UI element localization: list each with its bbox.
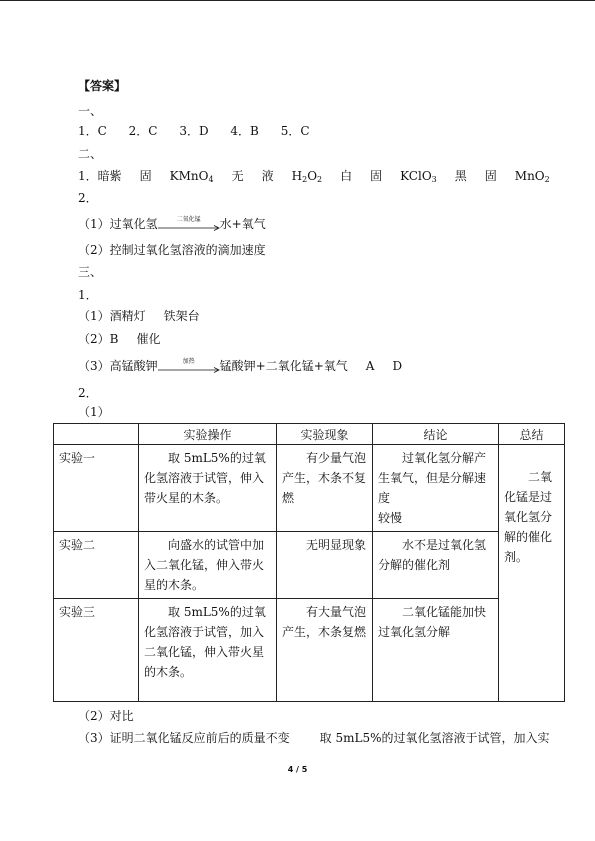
q31-number: 1． xyxy=(78,288,98,302)
q31-a2 xyxy=(78,331,160,347)
answer-text: 取 5mL5%的过氧化氢溶液于试管，加入实 xyxy=(319,731,550,745)
fill-item: 黑 xyxy=(454,169,467,183)
after-p2: （2）对比 xyxy=(78,709,134,723)
arrow-icon xyxy=(158,225,220,231)
experiment-observation: 无明显现象 xyxy=(277,532,373,599)
experiment-table xyxy=(53,423,565,702)
reaction-arrow xyxy=(158,217,220,233)
section-one: 一、 xyxy=(78,104,103,118)
subscript: 3 xyxy=(431,175,437,184)
fill-item: 暗紫 xyxy=(97,169,122,183)
top-rule xyxy=(0,0,595,1)
answer-text: （2）B xyxy=(78,332,119,346)
table-header: 结论 xyxy=(373,424,499,445)
item-number: 1． xyxy=(78,169,98,183)
arrow-condition: 加热 xyxy=(182,357,195,365)
answer-text: （3）证明二氧化锰反应前后的质量不变 xyxy=(78,731,290,745)
experiment-conclusion: 水不是过氧化氢分解的催化剂 xyxy=(373,532,499,599)
experiment-operation: 向盛水的试管中加入二氧化锰，伸入带火星的木条。 xyxy=(139,532,277,599)
fill-item: 无 xyxy=(231,169,244,183)
fill-item: MnO xyxy=(514,169,545,183)
fill-item: KMnO xyxy=(169,169,209,183)
experiment-conclusion: 二氧化锰能加快过氧化氢分解 xyxy=(373,599,499,702)
conclusion-text: 过氧化氢分解产生氧气，但是分解速度 xyxy=(378,451,487,505)
table-header xyxy=(54,424,139,445)
products: 水+氧气 xyxy=(219,217,266,231)
table-header: 实验操作 xyxy=(139,424,277,445)
experiment-summary xyxy=(499,445,565,702)
experiment-name: 实验一 xyxy=(54,445,139,532)
experiment-operation: 取 5mL5%的过氧化氢溶液于试管，伸入带火星的木条。 xyxy=(139,445,277,532)
experiment-conclusion xyxy=(373,445,499,532)
answer-text: 铁架台 xyxy=(163,309,200,323)
equation-1 xyxy=(78,216,266,233)
answer-text: A xyxy=(365,359,375,373)
subscript: 2 xyxy=(544,175,550,184)
subscript: 2 xyxy=(302,175,308,184)
arrow-condition: 二氧化锰 xyxy=(176,215,201,223)
experiment-name: 实验三 xyxy=(54,599,139,702)
fill-item: 固 xyxy=(370,169,383,183)
section-two: 二、 xyxy=(78,147,103,161)
q2-part2: （2）控制过氧化氢溶液的滴加速度 xyxy=(78,243,266,257)
page-number: 4 / 5 xyxy=(287,765,308,774)
conclusion-text: 较慢 xyxy=(378,511,403,525)
reactant: （1）过氧化氢 xyxy=(78,217,158,231)
subscript: 2 xyxy=(317,175,323,184)
fill-answers xyxy=(78,168,550,188)
products: 锰酸钾+二氧化锰+氧气 xyxy=(219,359,348,373)
experiment-operation: 取 5mL5%的过氧化氢溶液于试管，加入二氧化锰，伸入带火星的木条。 xyxy=(139,599,277,702)
experiment-observation: 有少量气泡产生，木条不复燃 xyxy=(277,445,373,532)
table-row xyxy=(54,599,565,702)
answer-text: D xyxy=(392,359,403,373)
table-row xyxy=(54,445,565,532)
summary-text: 二氧化锰是过氧化氢分解的催化剂。 xyxy=(504,470,553,564)
experiment-observation: 有大量气泡产生，木条复燃 xyxy=(277,599,373,702)
fill-item: H xyxy=(291,169,303,183)
mc-answer: 5．C xyxy=(280,124,310,138)
mc-answer: 1．C xyxy=(78,124,107,138)
table-header: 实验现象 xyxy=(277,424,373,445)
mc-answer: 3．D xyxy=(179,124,209,138)
subscript: 4 xyxy=(208,175,214,184)
arrow-icon xyxy=(158,367,220,373)
q32-sub1: （1） xyxy=(78,405,110,419)
reaction-arrow xyxy=(158,359,220,375)
q2-number: 2． xyxy=(78,191,98,205)
answer-text: 催化 xyxy=(136,332,161,346)
experiment-name: 实验二 xyxy=(54,532,139,599)
table-row xyxy=(54,532,565,599)
mc-answers xyxy=(78,123,310,139)
answer-text: （1）酒精灯 xyxy=(78,309,146,323)
mc-answer: 4．B xyxy=(230,124,259,138)
section-three: 三、 xyxy=(78,265,103,279)
fill-item: 固 xyxy=(484,169,497,183)
q32-number: 2． xyxy=(78,386,98,400)
reactant: （3）高锰酸钾 xyxy=(78,359,158,373)
equation-2 xyxy=(78,358,402,375)
table-header-row xyxy=(54,424,565,445)
fill-item: KClO xyxy=(400,169,432,183)
q31-a1 xyxy=(78,308,200,324)
fill-item: O xyxy=(307,169,318,183)
fill-item: 固 xyxy=(139,169,152,183)
table-header: 总结 xyxy=(499,424,565,445)
fill-item: 液 xyxy=(261,169,274,183)
answer-heading: 【答案】 xyxy=(78,79,127,93)
after-p3 xyxy=(78,730,549,746)
fill-item: 白 xyxy=(340,169,353,183)
mc-answer: 2．C xyxy=(128,124,158,138)
